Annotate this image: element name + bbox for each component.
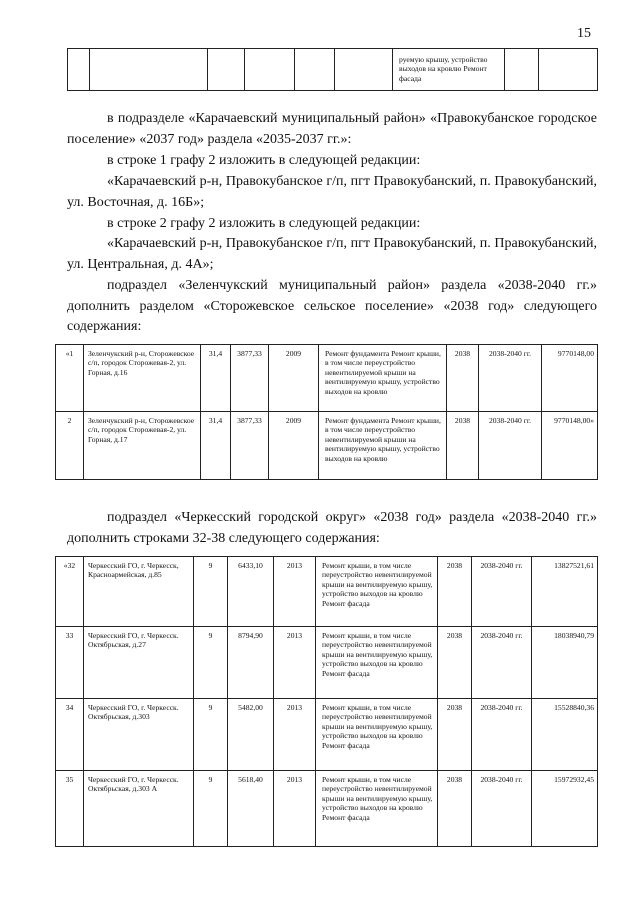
row-number: «32 xyxy=(56,557,84,627)
floors-cell: 9 xyxy=(194,557,228,627)
plan-year-cell: 2038 xyxy=(438,557,472,627)
area-cell: 5618,40 xyxy=(228,771,274,847)
cost-cell: 18038940,79 xyxy=(532,627,598,699)
plan-year-cell: 2038 xyxy=(438,699,472,771)
period-cell: 2038-2040 гг. xyxy=(472,771,532,847)
paragraph-row1-text: «Карачаевский р-н, Правокубанское г/п, пгт Правокубанский, п. Правокубанский, ул. Восточная, д. 16Б»; xyxy=(67,174,597,210)
area-cell: 3877,33 xyxy=(231,412,269,480)
cell xyxy=(539,49,598,91)
floors-cell: 9 xyxy=(194,699,228,771)
cell xyxy=(90,49,208,91)
address-cell: Черкесский ГО, г. Черкесск. Октябрьская, д.27 xyxy=(84,627,194,699)
cell xyxy=(335,49,393,91)
area-cell: 6433,10 xyxy=(228,557,274,627)
period-cell: 2038-2040 гг. xyxy=(472,699,532,771)
cell xyxy=(505,49,539,91)
work-cell: руемую крышу, устройство выходов на кровлю Ремонт фасада xyxy=(393,49,505,91)
cost-cell: 15528840,36 xyxy=(532,699,598,771)
paragraph-row2-instruction: в строке 2 графу 2 изложить в следующей редакции: xyxy=(107,216,421,231)
year-cell: 2009 xyxy=(269,412,319,480)
table-row xyxy=(56,699,598,771)
paragraph-cherkessk: подраздел «Черкесский городской округ» «2038 год» раздела «2038-2040 гг.» дополнить строками 32-38 следующего содержания: xyxy=(67,510,597,546)
wear-cell: 31,4 xyxy=(201,345,231,412)
work-cell: Ремонт крыши, в том числе переустройство невентилируемой крыши на вентилируемую крышу, устройство выходов на кровлю Ремонт фасада xyxy=(316,557,438,627)
table-cherkessk xyxy=(55,556,598,847)
floors-cell: 9 xyxy=(194,771,228,847)
period-cell: 2038-2040 гг. xyxy=(472,627,532,699)
work-cell: Ремонт фундамента Ремонт крыши, в том числе переустройство невентилируемой крыши на вентилируемую крышу, устройство выходов на кровлю xyxy=(319,345,447,412)
address-cell: Зеленчукский р-н, Сторожевское с/п, городок Сторожевая-2, ул. Горная, д.16 xyxy=(84,345,201,412)
cost-cell: 9770148,00 xyxy=(542,345,598,412)
cell xyxy=(295,49,335,91)
cell xyxy=(245,49,295,91)
plan-year-cell: 2038 xyxy=(447,412,479,480)
paragraph-row2-text: «Карачаевский р-н, Правокубанское г/п, пгт Правокубанский, п. Правокубанский, ул. Центральная, д. 4А»; xyxy=(67,236,597,272)
floors-cell: 9 xyxy=(194,627,228,699)
year-cell: 2013 xyxy=(274,699,316,771)
row-number: «1 xyxy=(56,345,84,412)
page-number: 15 xyxy=(577,26,591,41)
table-row xyxy=(56,627,598,699)
table-row xyxy=(56,771,598,847)
paragraph-row1-instruction: в строке 1 графу 2 изложить в следующей редакции: xyxy=(107,153,421,168)
address-cell: Зеленчукский р-н, Сторожевское с/п, городок Сторожевая-2, ул. Горная, д.17 xyxy=(84,412,201,480)
cell xyxy=(208,49,245,91)
address-cell: Черкесский ГО, г. Черкесск, Красноармейская, д.85 xyxy=(84,557,194,627)
cost-cell: 9770148,00» xyxy=(542,412,598,480)
address-cell: Черкесский ГО, г. Черкесск. Октябрьская, д.303 xyxy=(84,699,194,771)
row-number: 33 xyxy=(56,627,84,699)
table-row xyxy=(56,412,598,480)
table-row xyxy=(56,345,598,412)
table-row xyxy=(56,557,598,627)
address-cell: Черкесский ГО, г. Черкесск. Октябрьская, д.303 А xyxy=(84,771,194,847)
period-cell: 2038-2040 гг. xyxy=(479,412,542,480)
paragraph-zelenchuksky: подраздел «Зеленчукский муниципальный район» раздела «2038-2040 гг.» дополнить разделом «Сторожевское сельское поселение» «2038 год» следующего содержания: xyxy=(67,278,597,334)
row-number: 34 xyxy=(56,699,84,771)
plan-year-cell: 2038 xyxy=(447,345,479,412)
table-zelenchuksky xyxy=(55,344,598,480)
period-cell: 2038-2040 гг. xyxy=(479,345,542,412)
work-cell: Ремонт крыши, в том числе переустройство невентилируемой крыши на вентилируемую крышу, устройство выходов на кровлю Ремонт фасада xyxy=(316,771,438,847)
area-cell: 3877,33 xyxy=(231,345,269,412)
paragraph-karachaevsky: в подразделе «Карачаевский муниципальный район» «Правокубанское городское поселение» «2037 год» раздела «2035-2037 гг.»: xyxy=(67,111,597,147)
work-cell: Ремонт крыши, в том числе переустройство невентилируемой крыши на вентилируемую крышу, устройство выходов на кровлю Ремонт фасада xyxy=(316,627,438,699)
work-cell: Ремонт крыши, в том числе переустройство невентилируемой крыши на вентилируемую крышу, устройство выходов на кровлю Ремонт фасада xyxy=(316,699,438,771)
area-cell: 5482,00 xyxy=(228,699,274,771)
year-cell: 2009 xyxy=(269,345,319,412)
continuation-table xyxy=(67,48,598,91)
area-cell: 8794,90 xyxy=(228,627,274,699)
cost-cell: 13827521,61 xyxy=(532,557,598,627)
plan-year-cell: 2038 xyxy=(438,771,472,847)
cell xyxy=(68,49,90,91)
wear-cell: 31,4 xyxy=(201,412,231,480)
year-cell: 2013 xyxy=(274,627,316,699)
year-cell: 2013 xyxy=(274,771,316,847)
period-cell: 2038-2040 гг. xyxy=(472,557,532,627)
plan-year-cell: 2038 xyxy=(438,627,472,699)
row-number: 2 xyxy=(56,412,84,480)
cost-cell: 15972932,45 xyxy=(532,771,598,847)
work-cell: Ремонт фундамента Ремонт крыши, в том числе переустройство невентилируемой крыши на вентилируемую крышу, устройство выходов на кровлю xyxy=(319,412,447,480)
year-cell: 2013 xyxy=(274,557,316,627)
row-number: 35 xyxy=(56,771,84,847)
